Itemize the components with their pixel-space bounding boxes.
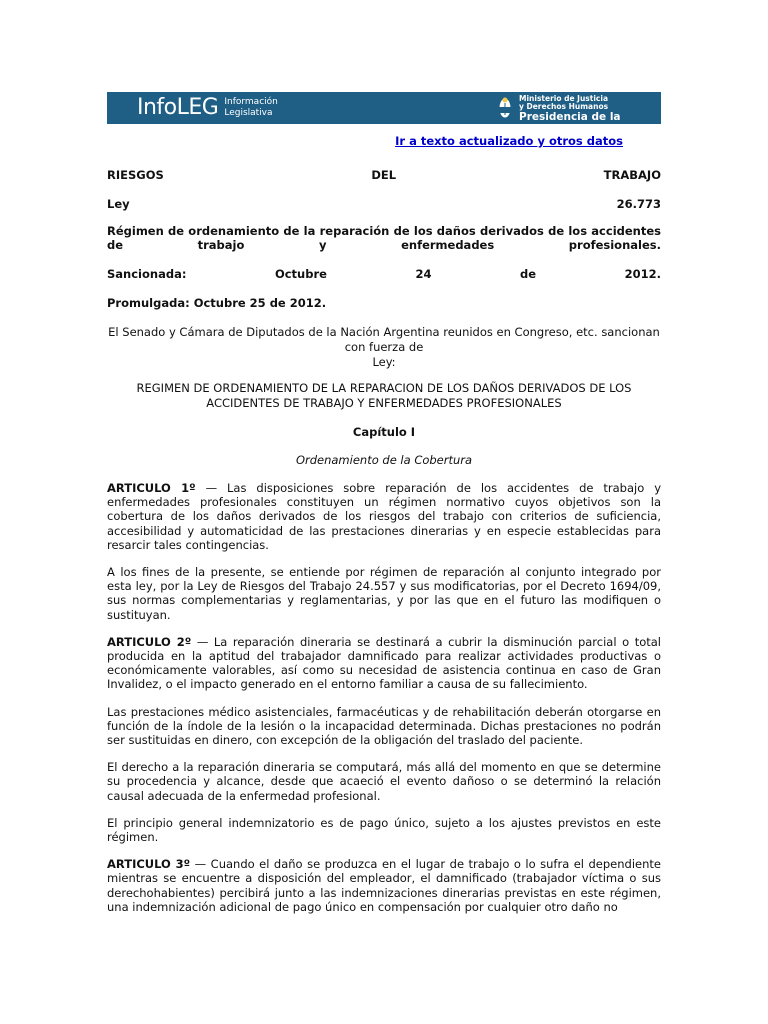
promulgada-line: Promulgada: Octubre 25 de 2012. xyxy=(107,296,327,310)
article-1-paragraph: ARTICULO 1º — Las disposiciones sobre reparación de los accidentes de trabajo y enfermedades profesionales constituyen un régimen normativo cuyos objetivos son la cobertura de los daños derivados de los riesgos del trabajo con criterios de suficiencia, accesibilidad y automaticidad de las prestaciones dinerarias y en especie establecidas para resarcir tales contingencias. xyxy=(107,481,662,552)
article-2-paragraph: ARTICULO 2º — La reparación dineraria se destinará a cubrir la disminución parcial o total producida en la aptitud del trabajador damnificado para realizar actividades productivas o económicamente valorables, así como su necesidad de asistencia continua en caso de Gran Invalidez, o el impacto generado en el entorno familiar a causa de su fallecimiento. xyxy=(107,634,662,692)
infoleg-logo-subtitle: Información Legislativa xyxy=(224,97,278,118)
riesgos-heading: RIESGOS DEL TRABAJO xyxy=(107,168,661,182)
article-2-paragraph-3: El derecho a la reparación dineraria se computará, más allá del momento en que se determine su procedencia y alcance, desde que acaeció el evento dañoso o se determinó la relación causal adecuada de la enfermedad profesional. xyxy=(107,760,661,803)
article-1-paragraph-2: A los fines de la presente, se entiende por régimen de reparación al conjunto integrado por esta ley, por la Ley de Riesgos del Trabajo 24.557 y sus modificatorias, por el Decreto 1694/09, sus normas complementarias y reglamentarias, y por las que en el futuro las modifiquen o sustituyan. xyxy=(107,565,661,622)
document-page xyxy=(107,92,662,914)
chapter-subtitle: Ordenamiento de la Cobertura xyxy=(295,453,473,467)
regimen-heading: Régimen de ordenamiento de la reparación de los daños derivados de los accidentes de trabajo y enfermedades profesionales. xyxy=(107,224,661,252)
enactment-formula: El Senado y Cámara de Diputados de la Nación Argentina reunidos en Congreso, etc. sancionan con fuerza de Ley: xyxy=(108,325,660,369)
sancionada-line: Sancionada: Octubre 24 de 2012. xyxy=(107,267,661,281)
article-3-label: ARTICULO 3º xyxy=(107,857,191,872)
article-2-paragraph-2: Las prestaciones médico asistenciales, farmacéuticas y de rehabilitación deberán otorgarse en función de la índole de la lesión o la incapacidad determinada. Dichas prestaciones no podrán ser sustituidas en dinero, con excepción de la obligación del traslado del paciente. xyxy=(107,704,661,748)
updated-text-link[interactable]: Ir a texto actualizado y otros datos xyxy=(395,134,623,148)
law-title: REGIMEN DE ORDENAMIENTO DE LA REPARACION DE LOS DAÑOS DERIVADOS DE LOS ACCIDENTES DE TRABAJO Y ENFERMEDADES PROFESIONALES xyxy=(136,381,632,410)
article-2-label: ARTICULO 2º xyxy=(107,634,192,649)
infoleg-logo: InfoLEG xyxy=(137,95,219,120)
infoleg-banner xyxy=(107,92,661,136)
article-2-paragraph-4: El principio general indemnizatorio es de pago único, sujeto a los ajustes previstos en este régimen. xyxy=(107,815,661,845)
article-1-label: ARTICULO 1º xyxy=(107,481,196,495)
law-body xyxy=(107,481,661,927)
ley-heading: Ley 26.773 xyxy=(107,197,661,211)
ministry-label: Ministerio de Justicia y Derechos Humanos Presidencia de la Nación xyxy=(519,94,621,136)
article-3-paragraph: ARTICULO 3º — Cuando el daño se produzca en el lugar de trabajo o lo sufra el dependiente mientras se encuentre a disposición del empleador, el damnificado (trabajador víctima o sus derechohabientes) percibirá junto a las indemnizaciones dinerarias previstas en este régimen, una indemnización adicional de pago único en compensación por cualquier otro daño no xyxy=(107,857,661,914)
chapter-title: Capítulo I xyxy=(352,425,416,439)
argentina-emblem-icon xyxy=(499,96,511,118)
